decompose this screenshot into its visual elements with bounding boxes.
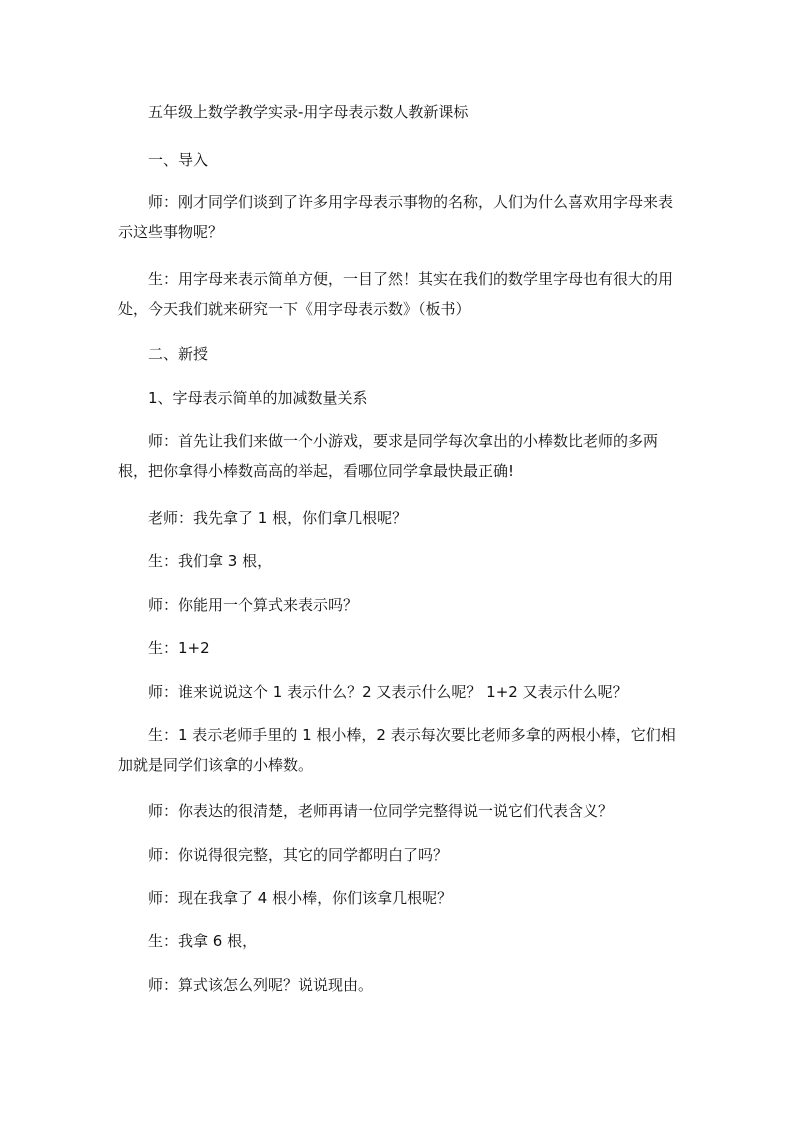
section-heading-new: 二、新授	[148, 345, 209, 363]
subsection-heading-1: 1、字母表示简单的加减数量关系	[148, 389, 368, 407]
paragraph-teacher-4: 师：你能用一个算式来表示吗？	[148, 596, 359, 614]
paragraph-student-3: 生：1+2	[148, 639, 210, 657]
paragraph-teacher-6: 师：你表达的很清楚，老师再请一位同学完整得说一说它们代表含义？	[148, 802, 614, 820]
paragraph-teacher-8: 师：现在我拿了 4 根小棒，你们该拿几根呢？	[148, 889, 453, 907]
section-heading-intro: 一、导入	[148, 151, 209, 169]
paragraph-teacher-3: 老师：我先拿了 1 根，你们拿几根呢？	[148, 509, 408, 527]
paragraph-teacher-5: 师：谁来说说这个 1 表示什么？2 又表示什么呢？ 1+2 又表示什么呢？	[148, 683, 628, 701]
paragraph-teacher-7: 师：你说得很完整，其它的同学都明白了吗？	[148, 846, 449, 864]
paragraph-teacher-9: 师：算式该怎么列呢？说说现由。	[148, 976, 374, 994]
paragraph-student-4: 生：1 表示老师手里的 1 根小棒，2 表示每次要比老师多拿的两根小棒，它们相加就是同学们该拿的小棒数。	[118, 726, 676, 774]
paragraph-student-1: 生：用字母来表示简单方便，一目了然！其实在我们的数学里字母也有很大的用处，今天我们就来研究一下《用字母表示数》（板书）	[118, 270, 674, 318]
paragraph-teacher-2: 师：首先让我们来做一个小游戏，要求是同学每次拿出的小棒数比老师的多两根，把你拿得小棒数高高的举起，看哪位同学拿最快最正确!	[118, 432, 659, 480]
paragraph-student-2: 生：我们拿 3 根，	[148, 552, 273, 570]
paragraph-teacher-1: 师：刚才同学们谈到了许多用字母表示事物的名称，人们为什么喜欢用字母来表示这些事物呢？	[118, 193, 674, 241]
paragraph-student-5: 生：我拿 6 根，	[148, 932, 258, 950]
document-title: 五年级上数学教学实录-用字母表示数人教新课标	[148, 103, 469, 121]
